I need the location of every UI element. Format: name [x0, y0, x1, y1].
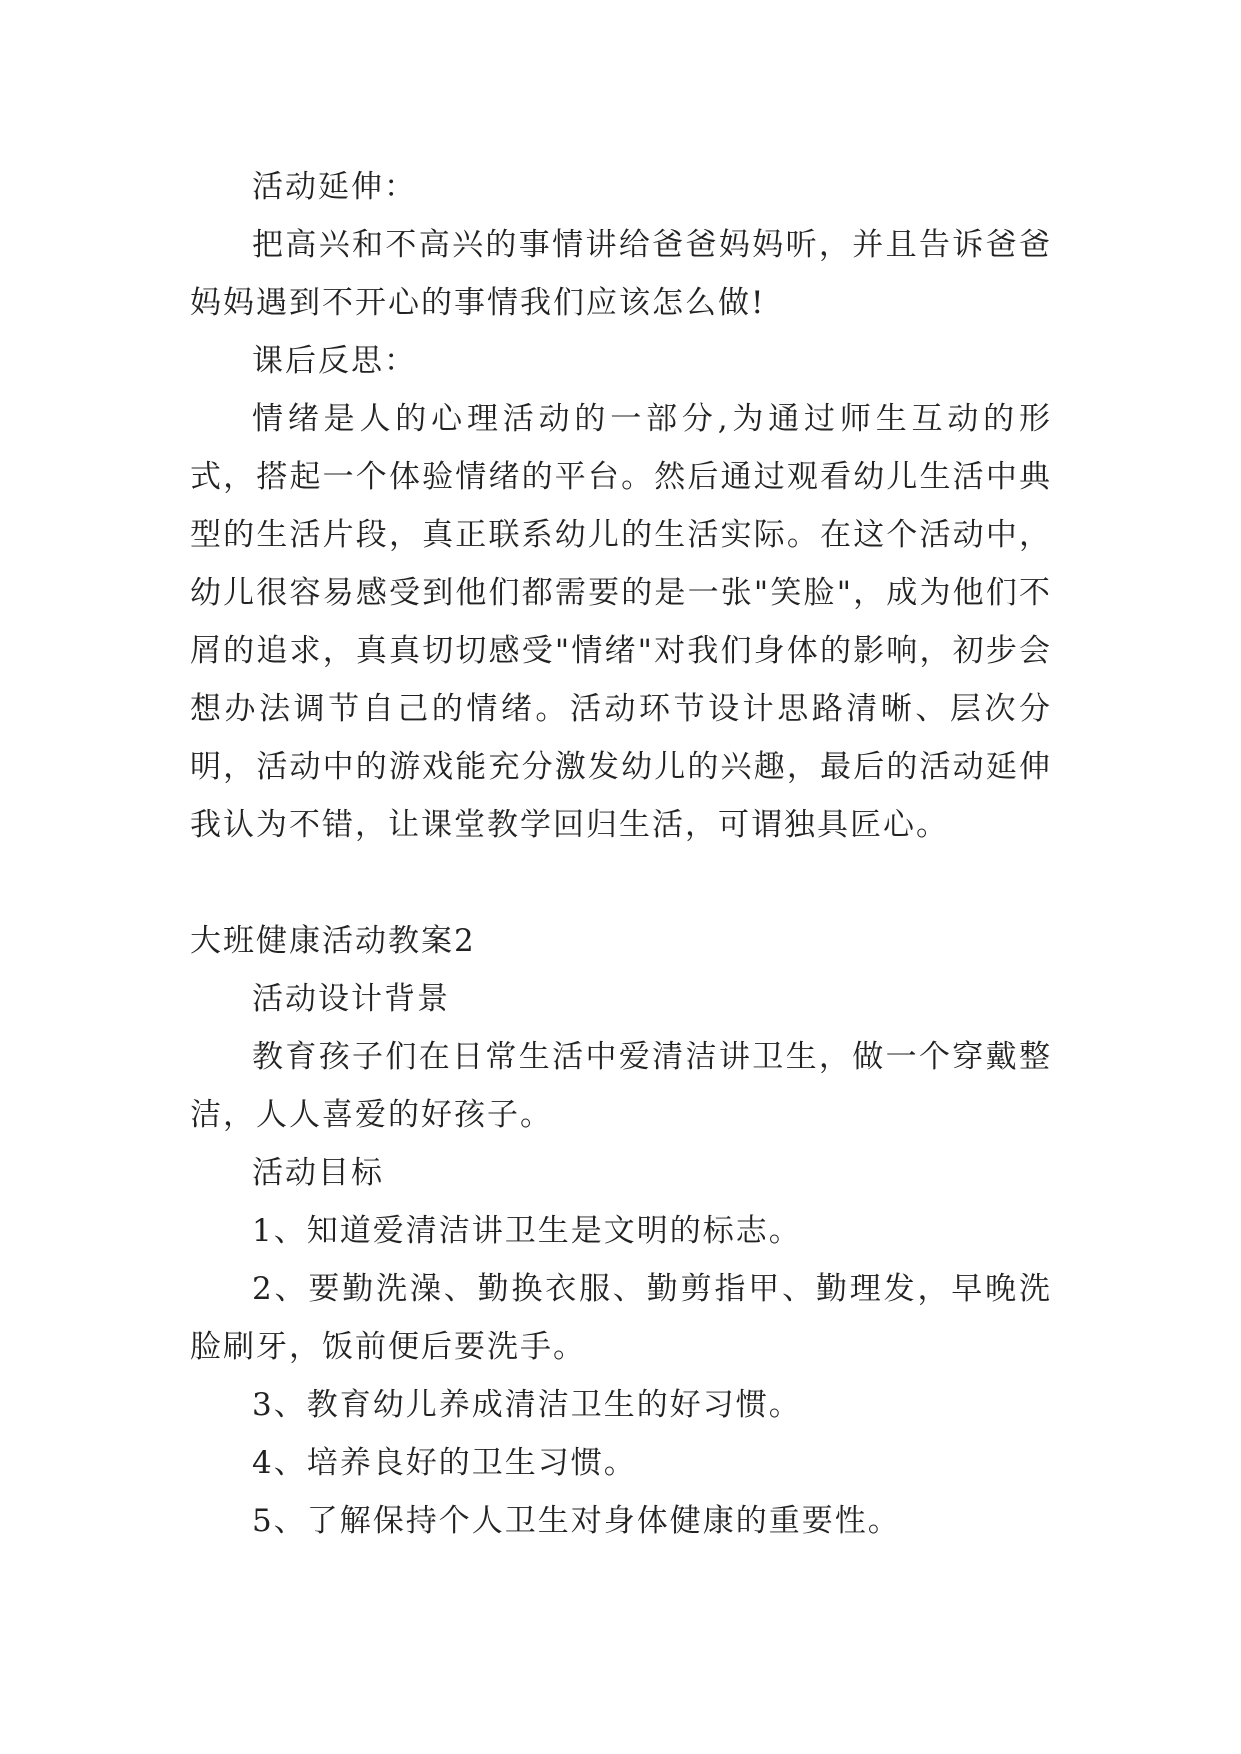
lesson-plan-title: 大班健康活动教案2 [190, 923, 476, 959]
activity-extension-text: 把高兴和不高兴的事情讲给爸爸妈妈听，并且告诉爸爸妈妈遇到不开心的事情我们应该怎么做! [190, 227, 1052, 321]
reflection-label: 课后反思： [252, 343, 417, 379]
goal-item: 5、了解保持个人卫生对身体健康的重要性。 [252, 1503, 901, 1539]
goal-item: 3、教育幼儿养成清洁卫生的好习惯。 [252, 1387, 802, 1423]
goal-item: 1、知道爱清洁讲卫生是文明的标志。 [252, 1213, 802, 1249]
reflection-text: 情绪是人的心理活动的一部分,为通过师生互动的形式，搭起一个体验情绪的平台。然后通过观看幼儿生活中典型的生活片段，真正联系幼儿的生活实际。在这个活动中，幼儿很容易感受到他们都需要的是一张"笑脸"，成为他们不屑的追求，真真切切感受"情绪"对我们身体的影响，初步会想办法调节自己的情绪。活动环节设计思路清晰、层次分明，活动中的游戏能充分激发幼儿的兴趣，最后的活动延伸我认为不错，让课堂教学回归生活，可谓独具匠心。 [190, 401, 1052, 843]
activity-goals-label: 活动目标 [252, 1155, 384, 1191]
design-background-label: 活动设计背景 [252, 981, 450, 1017]
document-body [190, 158, 1052, 1550]
activity-extension-label: 活动延伸： [252, 169, 417, 205]
goal-item: 2、要勤洗澡、勤换衣服、勤剪指甲、勤理发，早晚洗脸刷牙，饭前便后要洗手。 [190, 1271, 1052, 1365]
goal-item: 4、培养良好的卫生习惯。 [252, 1445, 637, 1481]
section-spacer [190, 854, 1052, 912]
design-background-text: 教育孩子们在日常生活中爱清洁讲卫生，做一个穿戴整洁，人人喜爱的好孩子。 [190, 1039, 1052, 1133]
